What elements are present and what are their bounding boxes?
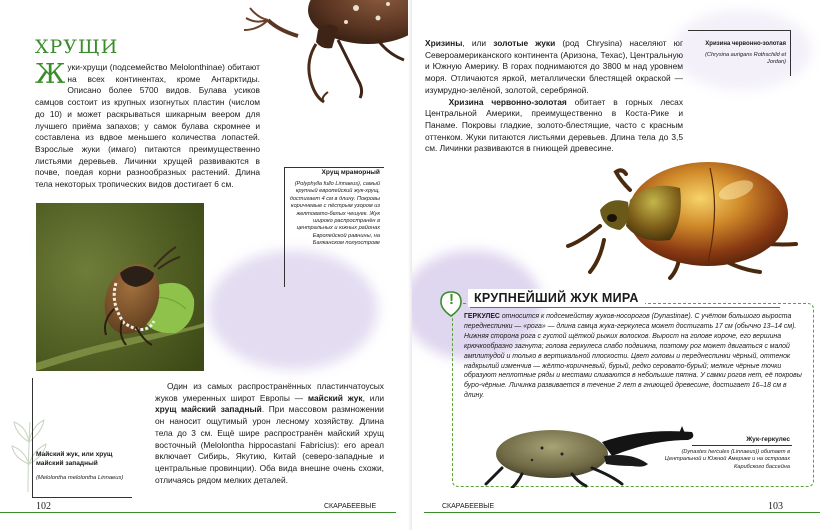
box-title: КРУПНЕЙШИЙ ЖУК МИРА (468, 289, 645, 307)
may-caption-text: (Melolontha melolontha Linnaeus) (36, 475, 124, 481)
may-bold-2: хрущ майский западный (155, 404, 262, 415)
chrysina-caption-rule (790, 30, 791, 76)
marble-beetle-image (228, 0, 408, 108)
chrysina-caption-rule-top (688, 30, 790, 31)
running-head-right: СКАРАБЕЕВЫЕ (442, 503, 495, 510)
chrysina-bold-3: Хризина червонно-золотая (448, 96, 567, 107)
marble-caption-text: (Polyphylla fullo Linnaeus), самый крупный европейский жук-хрущ, достигает 4 см в длину. Покровы коричневые с пёстрым узором из желтовато-белых чешуек. Жук широко распространён в центральных и южных районах Европейской равнины, на Балканском полуострове (289, 181, 380, 247)
drop-cap: Ж (35, 59, 66, 90)
may-text-3: . При массовом размножении он наносит ощутимый урон лесному хозяйству. Длина тела до 3 см. Ещё шире распространён майский хрущ восточный (Melolontha hippocastani Fabricius): его ареал включает Сибирь, Якутию, Китай (северо-западные и центральные провинции). Оба вида внешне очень схожи, отличаясь рядом мелких деталей. (155, 404, 384, 485)
may-bold-1: майский жук (307, 392, 363, 403)
may-beetle-photo (36, 203, 204, 371)
caption-rule (284, 167, 285, 287)
box-title-rule (470, 307, 780, 308)
hercules-caption-text: (Dynastes hercules (Linnaeus)) обитает в Центральной и Южной Америке и на островах Карибского бассейна (664, 449, 790, 470)
hercules-caption-title: Жук-геркулес (746, 436, 790, 443)
chrysina-text-3: обитает в горных лесах Центральной Америки, преимущественно в Коста-Рике и Панаме. Покровы гладкие, золото-блестящие, часто с красным оттенком. Жуки питаются листьями деревьев. Длина тела до 3,5 см. Личинки развиваются в гниющей древесине. (425, 96, 684, 154)
box-paragraph (464, 312, 802, 401)
watercolor-splash (208, 250, 378, 370)
may-text-2: , или (362, 392, 385, 403)
chrysina-caption-text: (Chrysina aurigans Rothschild et Jordan) (705, 52, 786, 66)
may-caption-rule-bottom (32, 497, 132, 498)
chrysina-caption-title: Хризина червонно-золотая (705, 41, 786, 47)
may-caption-title: Майский жук, или хрущ майский западный (36, 451, 113, 467)
chrysina-text-2: (род Chrysina) населяют юг Североамериканского континента (Аризона, Техас), Центральную и Южную Америку. В горах поднимаются до 3800 м над уровнем моря. Отличаются яркой, металлически блестящей окраской — изумрудно-зелёной, золотой, серебряной. (425, 38, 684, 95)
box-text: относится к подсемейству жуков-носорогов (Dynastinae). С учётом большого выроста переднеспинки — «рога» — длина самца жука-геркулеса может достигать 17 см (обычно 13–14 см). Нижняя сторона рога с густой щёткой рыжих волосков. Вырост на голове короче, его вершина крючкообразно загнута; голова геркулеса слабо подвижна, поэтому рог может двигаться с малой амплитудой и только в вертикальной плоскости. Цвет головы и переднеспинки чёрный, оттенок надкрылий изменчив — жёлто-коричневый, бурый, редко серовато-бурый; мелкие чёрные точки образуют неплотные ряды и местами сливаются в небольшие пятна. У самки рогов нет, её покровы буро-чёрные. Личинка развивается в течение 2 лет в гниющей древесине, достигает 16–18 см в длину. (464, 313, 802, 400)
badge-glyph: ! (449, 291, 454, 308)
section-title: ХРУЩИ (35, 36, 119, 58)
may-text-1: Один из самых распространённых пластинчатоусых жуков умеренных широт Европы — (155, 381, 384, 403)
caption-rule-top (284, 167, 384, 168)
watercolor-splash-right-top (672, 10, 812, 90)
intro-paragraph (35, 59, 260, 191)
chrysina-bold-1: Хризины (425, 38, 463, 48)
page-number: 102 (36, 501, 51, 512)
golden-chrysina-image (560, 150, 800, 282)
footer-rule-right (424, 512, 820, 513)
may-caption-rule (32, 378, 33, 498)
chrysina-bold-2: золотые жуки (493, 38, 556, 48)
box-lead: ГЕРКУЛЕС (464, 313, 500, 320)
chrysina-text-1: , или (462, 38, 487, 48)
right-page (412, 0, 820, 530)
marble-caption-title: Хрущ мраморный (321, 169, 380, 176)
page-number-right: 103 (768, 501, 783, 512)
chrysina-paragraph (425, 38, 683, 155)
may-beetle-paragraph (155, 381, 384, 486)
intro-text: уки-хрущи (подсемейство Melolonthinae) обитают на всех континентах, кроме Антарктиды. Описано более 5700 видов. Булава усиков самцов состоит из крупных изогнутых пластин (числом до 10) и может раскрываться шикарным веером для лучшего приёма запахов; у самок булава скромнее и составлена из вдвое меньшего количества лопастей. Взрослые жуки (имаго) питаются преимущественно листьями деревьев. Личинки хрущей развиваются в почве, поедая корни разнообразных растений. Длина тела некоторых тропических видов достигает 6 см. (35, 62, 260, 190)
hercules-caption-rule (692, 445, 792, 446)
running-head: СКАРАБЕЕВЫЕ (324, 503, 377, 510)
footer-rule (0, 512, 396, 513)
